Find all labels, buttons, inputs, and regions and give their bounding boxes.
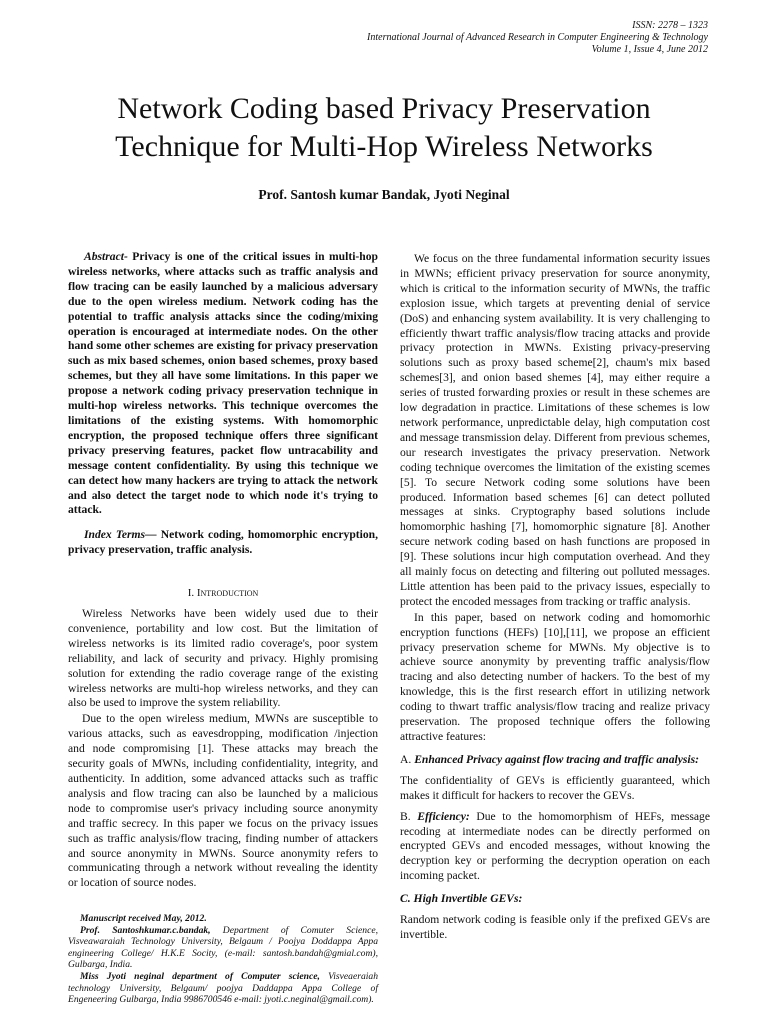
left-column	[68, 250, 378, 892]
section-heading-introduction	[68, 586, 378, 601]
abstract-text: Privacy is one of the critical issues in multi-hop wireless networks, where attacks such as traffic analysis and flow tracing can be easily launched by a malicious adversary due to the open wireless medium. Network coding has the potential to traffic analysis attacks since the coding/mixing operation is encouraged at intermediate nodes. On the other hand some other schemes are existing for privacy preservation such as mix based schemes, onion based schemes, proxy based schemes, but they all have some limitations. In this paper we propose a network coding privacy preservation technique in multi-hop wireless networks. This technique overcomes the limitations of the existing systems. With homomorphic encryption, the proposed technique offers three significant privacy preserving features, packet flow untracability and message content confidentiality. By using this technique we can detect how many hackers are trying to attack the network and also detect the target node to which node it's trying to attack.	[68, 250, 378, 517]
right-paragraph-2: In this paper, based on network coding and homomorhic encryption functions (HEFs) [10],[11], we propose an efficient privacy preservation scheme for MWNs. My objective is to achieve source anonymity by preventing traffic analysis/flow tracing and also detecting number of hackers. To the best of my knowledge, this is the first research effort in utilizing network coding to thwart traffic analysis/flow tracing and realize privacy preservation. The proposed technique offers the following attractive features:	[400, 610, 710, 743]
title-line-2: Technique for Multi-Hop Wireless Networks	[115, 130, 653, 163]
index-terms	[68, 528, 378, 558]
authors: Prof. Santosh kumar Bandak, Jyoti Neginal	[258, 187, 510, 202]
feature-b-title: Efficiency:	[417, 809, 470, 823]
footnote	[68, 912, 378, 1006]
feature-c-text: Random network coding is feasible only if the prefixed GEVs are invertible.	[400, 913, 710, 941]
title-line-1: Network Coding based Privacy Preservation	[117, 92, 651, 125]
section-number: I.	[187, 587, 195, 600]
feature-c-label: C.	[400, 892, 411, 906]
footnote-author-1	[68, 925, 378, 971]
feature-c-heading	[400, 892, 710, 907]
right-column	[400, 252, 710, 949]
intro-paragraph-2: Due to the open wireless medium, MWNs are susceptible to various attacks, such as eavesdropping, modification /injection and node compromising [1]. These attacks may breach the security goals of MWNs, including confidentiality, integrity, and authenticity. In addition, some advanced attacks such as traffic analysis and flow tracing can also be launched by a malicious node to compromise user's privacy including source anonymity and traffic secrecy. In this paper we focus on the privacy issues such as traffic analysis/flow tracing, finding number of attackers and source anonymity in MWNs. Source anonymity refers to communicating through a network without revealing the identity or location of source nodes.	[68, 712, 378, 890]
feature-a-title: Enhanced Privacy against flow tracing and traffic analysis:	[414, 752, 699, 766]
issn: ISSN: 2278 – 1323	[632, 20, 708, 31]
feature-b-label: B.	[400, 809, 411, 823]
abstract-lead: Abstract-	[84, 250, 128, 263]
volume-issue: Volume 1, Issue 4, June 2012	[591, 44, 708, 55]
feature-a-label: A.	[400, 752, 412, 766]
feature-a-text: The confidentiality of GEVs is efficiently guaranteed, which makes it difficult for hackers to recover the GEVs.	[400, 773, 710, 802]
journal-header	[367, 20, 708, 56]
right-paragraph-1: We focus on the three fundamental information security issues in MWNs; efficient privacy preservation for source anonymity, which is critical to the information security of MWNs, the traffic explosion issue, which targets at preventing denial of service (DoS) and enhancing system availability. It is very challenging to efficiently thwart traffic analysis/flow tracing attacks and provide privacy protection in MWNs. Existing privacy-preserving solutions such as proxy based scheme[2], chaum's mix based schemes[3], and onion based shemes [4], may either require a series of trusted forwarding proxies or result in these schemes are low degradation in practice. Limitations of these schemes is low network performance, unpredictable delay, high computation cost and message transmission delay. Different from previous schemes, our research investigates the privacy preservation. Network coding technique overcomes the limitation of the existing scemes [5]. To secure Network coding some solutions have been produced. Information based schemes [6] can detect polluted messages at sinks. Cryptography based solutions include homomorphic hashing [7], homomorphic signature [8]. Another secure network coding based on hash functions are proposed in [9]. These solutions incur high computation overhead. And they all mainly focus on detecting and filtering out polluted messages. Little attention has been paid to the privacy issues, especially to protect the encoded messages from tracking or traffic analysis.	[400, 252, 710, 608]
feature-a-heading	[400, 753, 710, 768]
footnote-author-2	[68, 971, 378, 1006]
footnote-author-2-details: Visveaeraiah technology University, Belgaum/ poojya Daddappa Appa College of Engeneering Gulbarga, India 9986700546 e-mail: jyoti.c.neginal@gmail.com).	[68, 970, 379, 1006]
footnote-author-1-name: Prof. Santoshkumar.c.bandak,	[80, 924, 211, 936]
paper-title	[40, 90, 728, 166]
footnote-received: Manuscript received May, 2012.	[80, 913, 207, 924]
feature-b-text: Due to the homomorphism of HEFs, message recoding at intermediate nodes can be directly performed on encrypted GEVs and encoded messages, without knowing the decryption key or performing the decryption operation on each incoming packet.	[400, 809, 710, 883]
feature-c-title: High Invertible GEVs:	[413, 892, 523, 906]
index-terms-text: Network coding, homomorphic encryption, privacy preservation, traffic analysis.	[68, 528, 378, 557]
section-title: Introduction	[196, 587, 259, 600]
journal-name: International Journal of Advanced Research in Computer Engineering & Technology	[367, 32, 708, 43]
footnote-author-1-details: Department of Comuter Science, Visveawaraiah Technology University, Belgaum / Poojya Doddappa Appa engineering College/ H.K.E Socity, (e-mail: santosh.bandah@gmial.com), Gulbarga, India.	[68, 924, 378, 971]
abstract	[68, 250, 378, 518]
footnote-author-2-name: Miss Jyoti neginal department of Computer science,	[80, 970, 320, 982]
intro-paragraph-1: Wireless Networks have been widely used due to their convenience, portability and low cost. But the limitation of wireless networks is its limited radio coverage's, poor system reliability, and lack of security and privacy. Highly promising solution for extending the radio coverage range of the existing wireless networks are multi-hop wireless networks, and they can also be used to improve the system reliability.	[68, 607, 378, 710]
feature-b	[400, 810, 710, 885]
index-terms-lead: Index Terms—	[84, 528, 157, 542]
